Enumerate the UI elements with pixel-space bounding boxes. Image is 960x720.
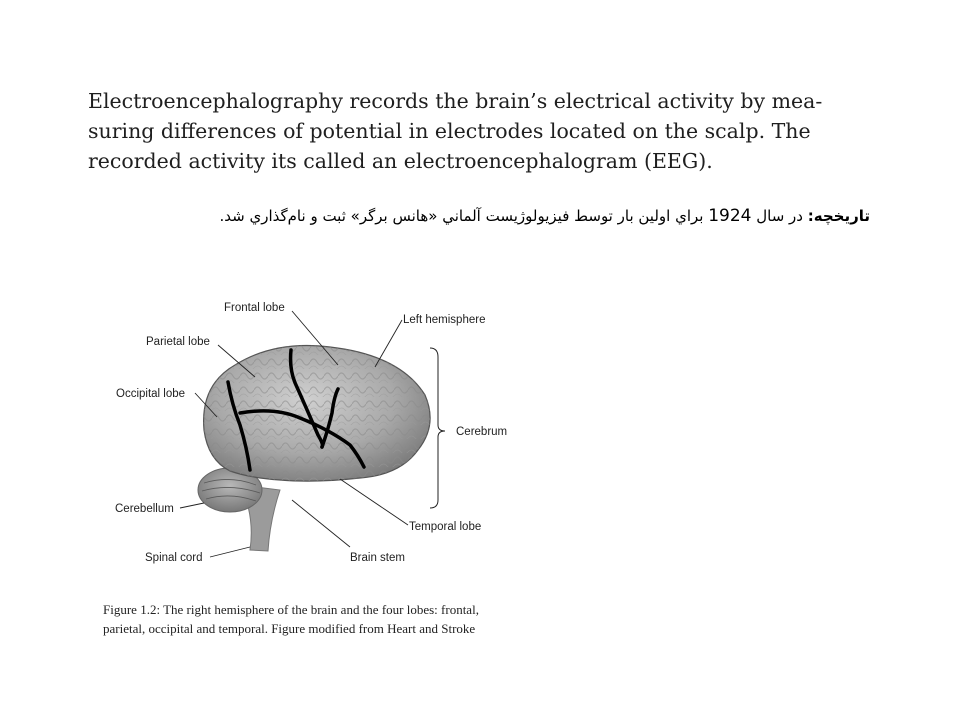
label-spinal-cord: Spinal cord <box>145 552 203 564</box>
label-parietal-lobe: Parietal lobe <box>146 336 210 348</box>
figure-caption <box>103 600 543 638</box>
caption-line-2: parietal, occipital and temporal. Figure modified from Heart and Stroke <box>103 621 476 636</box>
brain-figure <box>100 285 540 585</box>
label-frontal-lobe: Frontal lobe <box>224 302 285 314</box>
label-cerebellum: Cerebellum <box>115 503 174 515</box>
intro-paragraph <box>88 86 833 176</box>
cerebrum-bracket <box>430 348 445 508</box>
intro-line-2: suring differences of potential in electrodes located on the scalp. The <box>88 119 811 143</box>
history-label: تاريخچه: <box>807 207 870 225</box>
label-occipital-lobe: Occipital lobe <box>116 388 186 400</box>
label-brain-stem: Brain stem <box>350 552 405 564</box>
intro-line-1: Electroencephalography records the brain’s electrical activity by mea- <box>88 89 823 113</box>
label-left-hemisphere: Left hemisphere <box>403 314 486 326</box>
intro-line-3: recorded activity its called an electroencephalogram (EEG). <box>88 149 713 173</box>
history-text-before-year: در سال <box>751 207 808 225</box>
history-paragraph <box>40 206 870 226</box>
caption-line-1: Figure 1.2: The right hemisphere of the brain and the four lobes: frontal, <box>103 602 479 617</box>
label-cerebrum: Cerebrum <box>456 426 508 438</box>
brain-illustration <box>100 285 540 585</box>
history-text-after-year: براي اولين بار توسط فيزيولوژيست آلماني «هانس برگر» ثبت و نام‌گذاري شد. <box>219 207 709 225</box>
label-temporal-lobe: Temporal lobe <box>409 521 482 533</box>
history-year: 1924 <box>708 206 752 226</box>
